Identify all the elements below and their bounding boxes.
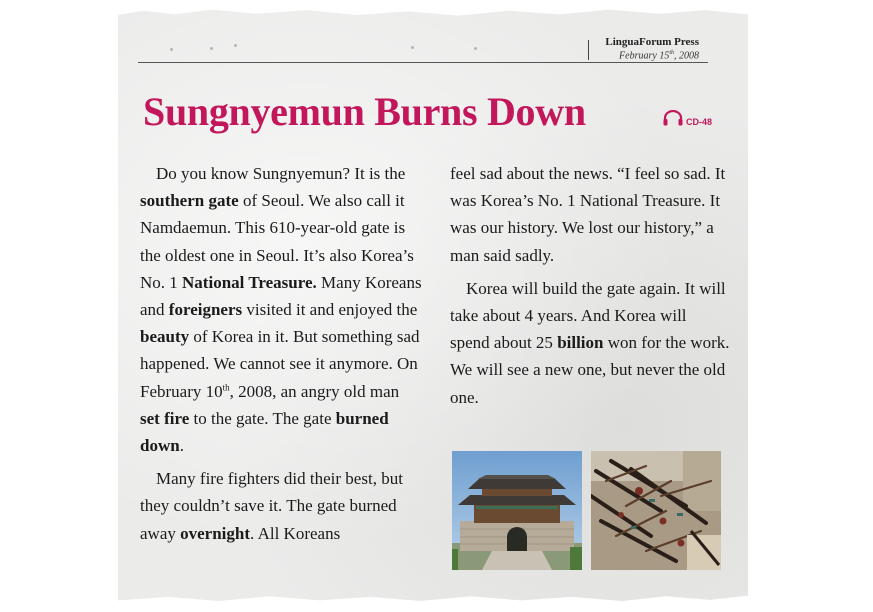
masthead-rule xyxy=(138,62,708,63)
gate-before-fire-photo xyxy=(452,451,582,570)
paragraph: feel sad about the news. “I feel so sad. It was Korea’s No. 1 National Treasure. It was our history. We lost our history,” a man said sadly. xyxy=(450,164,726,265)
headphones-icon[interactable] xyxy=(662,110,684,126)
paper-speck xyxy=(210,47,213,50)
article-column-2 xyxy=(450,160,730,411)
issue-date: February 15th, 2008 xyxy=(619,50,699,62)
paper-speck xyxy=(170,48,173,51)
audio-track-label: CD-48 xyxy=(686,117,713,127)
paper-speck xyxy=(474,47,477,50)
paragraph: Korea will build the gate again. It will take about 4 years. And Korea will spend about 25 billion won for the work. We will see a new one, but never the old one. xyxy=(450,278,730,407)
paragraph: Many fire fighters did their best, but they couldn’t save it. The gate burned away overnight. All Koreans xyxy=(140,469,403,543)
gate-after-fire-photo xyxy=(591,451,721,570)
article-column-1 xyxy=(140,160,422,547)
paper-speck xyxy=(234,44,237,47)
masthead-divider xyxy=(588,40,589,60)
paragraph: Do you know Sungnyemun? It is the southern gate of Seoul. We also call it Namdaemun. This 610-year-old gate is the oldest one in Seoul. It’s also Korea’s No. 1 National Treasure. Many Koreans and foreigners visited it and enjoyed the beauty of Korea in it. But something sad happened. We cannot see it anymore. On February 10th, 2008, an angry old man set fire to the gate. The gate burned down. xyxy=(140,164,422,456)
press-name: LinguaForum Press xyxy=(605,36,699,48)
headline: Sungnyemun Burns Down xyxy=(143,89,586,134)
paper-speck xyxy=(411,46,414,49)
